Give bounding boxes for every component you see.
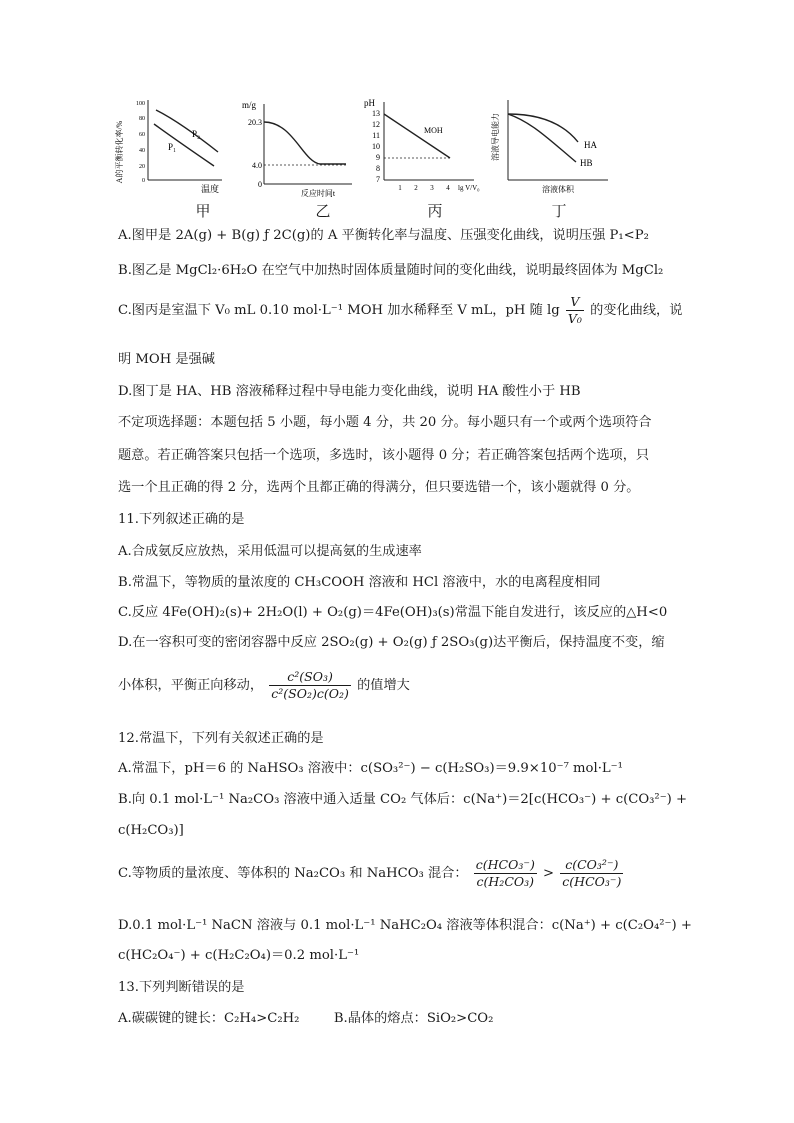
jia-label-p1: P₁	[168, 142, 177, 152]
yi-ylabel: m/g	[242, 100, 257, 110]
jia-ytick: 60	[139, 132, 145, 138]
ding-curve-hb	[508, 114, 576, 162]
q12-option-a: A.常温下，pH＝6 的 NaHSO₃ 溶液中：c(SO₃²⁻) − c(H₂SO₃)＝9.9×10⁻⁷ mol·L⁻¹	[118, 761, 623, 776]
q10-option-c	[118, 293, 683, 329]
yi-ytick: 0	[258, 180, 262, 189]
chart-yi	[238, 92, 358, 197]
jia-ylabel: A的平衡转化率/%	[115, 120, 124, 184]
jia-curve-p2	[156, 110, 218, 152]
instructions-line: 选一个且正确的得 2 分，选两个且都正确的得满分，但只要选错一个，该小题就得 0 分。	[118, 480, 640, 495]
yi-caption: 乙	[315, 202, 331, 220]
q11-stem: 11.下列叙述正确的是	[118, 512, 245, 527]
chart-ding	[492, 92, 622, 197]
figures-row	[115, 92, 678, 222]
instructions-line: 题意。若正确答案只包括一个选项，多选时，该小题得 0 分；若正确答案包括两个选项，只	[118, 448, 650, 463]
instructions-line: 不定项选择题：本题包括 5 小题，每小题 4 分，共 20 分。每小题只有一个或两个选项符合	[118, 415, 652, 430]
jia-caption: 甲	[195, 202, 211, 220]
jia-xlabel: 温度	[200, 184, 220, 194]
q12-option-c-text: C.等物质的量浓度、等体积的 Na₂CO₃ 和 NaHCO₃ 混合：	[118, 866, 468, 881]
q11-option-d-text: 小体积，平衡正向移动，	[118, 678, 264, 693]
bing-ylabel: pH	[364, 98, 375, 108]
jia-curve-p1	[154, 124, 214, 166]
q11-option-d-fraction	[269, 669, 351, 702]
q11-option-b: B.常温下，等物质的量浓度的 CH₃COOH 溶液和 HCl 溶液中，水的电离程度相同	[118, 575, 601, 590]
bing-ytick: 11	[372, 131, 380, 140]
frac-numerator: V	[566, 294, 584, 311]
bing-ytick: 8	[376, 164, 380, 173]
jia-ytick: 100	[136, 101, 145, 107]
q13-option-a: A.碳碳键的键长：C₂H₄>C₂H₂	[118, 1011, 300, 1026]
jia-ytick: 80	[139, 116, 145, 122]
q10-option-c-text-end: 的变化曲线，说	[590, 303, 683, 318]
frac-denominator: c(HCO₃⁻)	[562, 874, 622, 889]
yi-curve	[264, 122, 346, 164]
bing-xtick: 3	[430, 184, 434, 192]
bing-ytick: 13	[372, 109, 380, 118]
jia-ytick: 20	[139, 164, 145, 170]
frac-denominator: V₀	[567, 311, 582, 326]
bing-ytick: 10	[372, 142, 380, 151]
bing-xtick: 1	[398, 184, 402, 192]
ding-ylabel: 溶液导电能力	[491, 113, 500, 161]
yi-ytick: 4.0	[252, 161, 262, 170]
q10-option-d: D.图丁是 HA、HB 溶液稀释过程中导电能力变化曲线，说明 HA 酸性小于 HB	[118, 384, 581, 399]
bing-xtick: 2	[414, 184, 418, 192]
q12-option-d: D.0.1 mol·L⁻¹ NaCN 溶液与 0.1 mol·L⁻¹ NaHC₂O₄ 溶液等体积混合：c(Na⁺) + c(C₂O₄²⁻) +	[118, 918, 692, 933]
yi-xlabel: 反应时间t	[300, 189, 336, 198]
bing-ytick: 12	[372, 120, 380, 129]
bing-xlabel: lg V/V₀	[458, 184, 480, 192]
yi-ytick: 20.3	[248, 118, 262, 127]
jia-ytick: 40	[139, 148, 145, 154]
q12-option-d-continued: c(HC₂O₄⁻) + c(H₂C₂O₄)＝0.2 mol·L⁻¹	[118, 948, 360, 963]
q11-option-c: C.反应 4Fe(OH)₂(s)+ 2H₂O(l) + O₂(g)＝4Fe(OH)₃(s)常温下能自发进行，该反应的△H<0	[118, 605, 668, 620]
figure-bing	[362, 92, 480, 220]
ding-label-ha: HA	[584, 140, 597, 150]
bing-caption: 丙	[427, 202, 443, 220]
jia-label-p2: P₂	[192, 129, 201, 139]
q13-options	[118, 1010, 676, 1028]
bing-ytick: 9	[376, 153, 380, 162]
frac-numerator: c(CO₃²⁻)	[560, 857, 623, 874]
q12-stem: 12.常温下，下列有关叙述正确的是	[118, 731, 324, 746]
q11-option-d: D.在一容积可变的密闭容器中反应 2SO₂(g) + O₂(g) ƒ 2SO₃(g)达平衡后，保持温度不变，缩	[118, 635, 665, 650]
q10-option-c-continued: 明 MOH 是强碱	[118, 352, 215, 367]
bing-line-moh	[384, 114, 450, 158]
bing-label-moh: MOH	[424, 126, 443, 135]
q12-option-c-operator: >	[543, 866, 555, 881]
q12-option-b-continued: c(H₂CO₃)]	[118, 823, 184, 838]
q10-option-c-fraction	[566, 294, 584, 327]
q10-option-b: B.图乙是 MgCl₂·6H₂O 在空气中加热时固体质量随时间的变化曲线，说明最终固体为 MgCl₂	[118, 263, 664, 278]
figure-ding	[491, 92, 622, 220]
figure-yi	[238, 92, 358, 220]
q12-option-c-fraction-2	[560, 857, 623, 890]
frac-numerator: c(HCO₃⁻)	[475, 857, 535, 872]
frac-numerator: c²(SO₃)	[269, 669, 351, 686]
q13-option-b: B.晶体的熔点：SiO₂>CO₂	[333, 1011, 494, 1026]
q11-option-d-continued	[118, 666, 676, 706]
ding-xlabel: 溶液体积	[542, 185, 574, 194]
q12-option-c-fraction-1	[474, 857, 537, 890]
q10-option-a: A.图甲是 2A(g) + B(g) ƒ 2C(g)的 A 平衡转化率与温度、压强变化曲线，说明压强 P₁<P₂	[118, 228, 649, 243]
jia-ytick: 0	[142, 178, 145, 184]
bing-xtick: 4	[446, 184, 450, 192]
bing-ytick: 7	[376, 175, 380, 184]
chart-jia	[115, 92, 228, 197]
q13-stem: 13.下列判断错误的是	[118, 980, 245, 995]
figure-jia	[115, 92, 228, 220]
ding-caption: 丁	[551, 202, 567, 220]
chart-bing	[362, 92, 480, 197]
q11-option-a: A.合成氨反应放热，采用低温可以提高氨的生成速率	[118, 544, 422, 559]
ding-label-hb: HB	[580, 158, 593, 168]
q12-option-c	[118, 852, 676, 896]
frac-denominator: c²(SO₂)c(O₂)	[271, 686, 349, 701]
q10-option-c-text: C.图丙是室温下 V₀ mL 0.10 mol·L⁻¹ MOH 加水稀释至 V mL，pH 随 lg	[118, 303, 560, 318]
q11-option-d-text-end: 的值增大	[357, 678, 410, 693]
q12-option-b: B.向 0.1 mol·L⁻¹ Na₂CO₃ 溶液中通入适量 CO₂ 气体后：c(Na⁺)＝2[c(HCO₃⁻) + c(CO₃²⁻) +	[118, 792, 688, 807]
frac-denominator: c(H₂CO₃)	[476, 874, 535, 889]
